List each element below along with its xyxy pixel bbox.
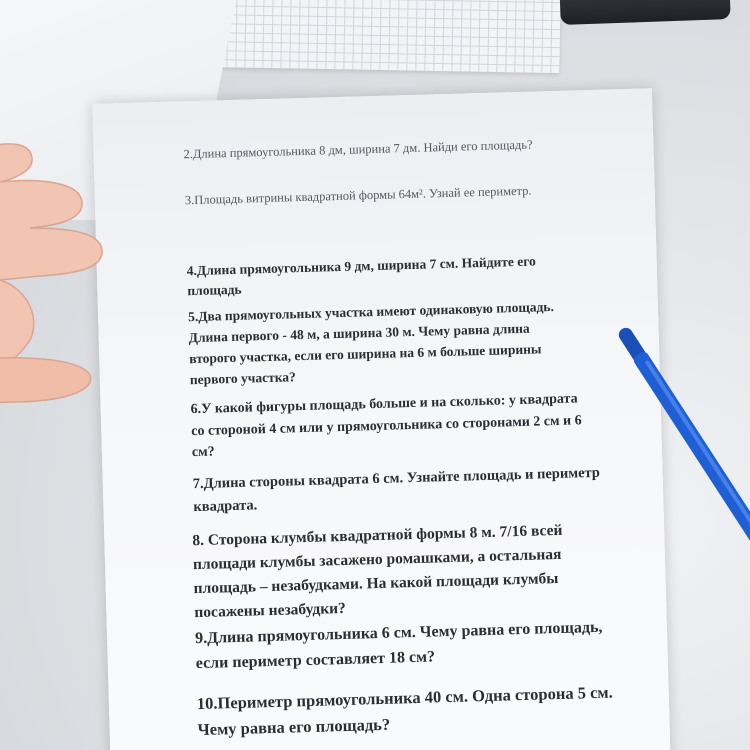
hand-icon [0, 130, 140, 420]
task-5: 5.Два прямоугольных участка имеют одинаковую площадь. Длина первого - 48 м, а ширина 30 м. Чему равна длина второго участка, если его ширина на 6 м больше ширины первого участка? [187, 299, 555, 387]
task-9: 9.Длина прямоугольника 6 см. Чему равна его площадь, если периметр составляет 18 см? [194, 618, 603, 672]
task-8: 8. Сторона клумбы квадратной формы 8 м. 7/16 всей площади клумбы засажено ромашками, а остальная площадь – незабудками. На какой площади клумбы посажены незабудки? [192, 521, 563, 622]
task-3: 3.Площадь витрины квадратной формы 64м². Узнай ее периметр. [184, 183, 532, 208]
task-7: 7.Длина стороны квадрата 6 см. Узнайте площадь и периметр квадрата. [192, 464, 601, 516]
worksheet-paper [92, 88, 672, 750]
task-10: 10.Периметр прямоугольника 40 см. Одна сторона 5 см. Чему равна его площадь? [196, 682, 614, 739]
task-6: 6.У какой фигуры площадь больше и на сколько: у квадрата со стороной 4 см или у прямоугольника со сторонами 2 см и 6 см? [190, 391, 582, 461]
grid-notebook [199, 0, 560, 73]
task-2: 2.Длина прямоугольника 8 дм, ширина 7 дм. Найди его площадь? [183, 137, 533, 162]
task-4: 4.Длина прямоугольника 9 дм, ширина 7 см. Найдите его площадь [186, 253, 536, 298]
